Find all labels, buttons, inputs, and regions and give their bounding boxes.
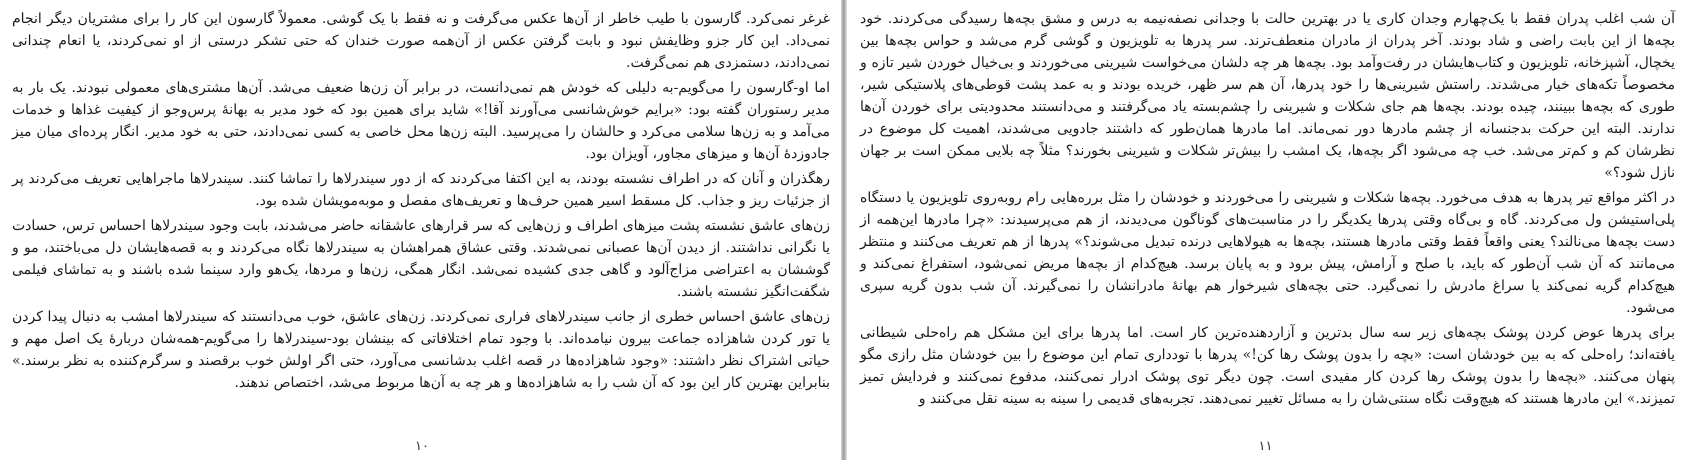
right-page-number: ۱۱ <box>1258 439 1273 454</box>
left-paragraph-2: اما او-گارسون را می‌گویم-به دلیلی که خودش هم نمی‌دانست، در برابر آن زن‌ها ضعیف می‌شد. آن‌ها مشتری‌های معمولی نبودند. یک بار به مدیر رستوران گفته بود: «برایم خوش‌شانسی می‌آورند آقا!» شاید برای همین بود که خود مدیر به بهانهٔ پرس‌وجو از کیفیت غذاها و خدمات می‌آمد و به زن‌ها سلامی می‌کرد و حالشان را می‌پرسید. البته زن‌ها محل خاصی به کسی نمی‌دادند، حتی به خود مدیر. انگار پرده‌ای میان میز جادوزدهٔ آن‌ها و میزهای مجاور، آویزان بود. <box>12 80 830 162</box>
left-paragraph-5: زن‌های عاشق احساس خطری از جانب سیندرلاهای فراری نمی‌کردند. زن‌های عاشق، خوب می‌دانستند که سیندرلاها امشب به دنبال پیدا کردن یا تور کردن شاهزاده جماعت بیرون نیامده‌اند. با وجود تمام اختلافاتی که بینشان بود-سیندرلاها را می‌گویم-همه‌شان دربارهٔ یک اصل مهم و حیاتی اشتراک نظر داشتند: «وجود شاهزاده‌ها در قصه اغلب بدشانسی می‌آورد، حتی اگر اولش خوب برقصند و سرگرم‌کننده به نظر برسند.» بنابراین بهترین کار این بود که آن شب را به شاهزاده‌ها و هر چه به آن‌ها مربوط می‌شد، اختصاص ندهند. <box>12 309 830 391</box>
left-paragraph-4: زن‌های عاشق نشسته پشت میزهای اطراف و زن‌هایی که سر قرارهای عاشقانه حاضر می‌شدند، بابت وجود سیندرلاها احساس ترس، حسادت یا نگرانی نداشتند. از دیدن آن‌ها عصبانی نمی‌شدند. وقتی عشاق همراهشان به سیندرلاها نگاه می‌کردند و به قصه‌هایشان دل می‌باختند، مو و گوششان به اعتراضی مزاج‌آلود و گاهی جدی کشیده نمی‌شد. انگار همگی، زن‌ها و مردها، یک‌هو وارد سینما شده باشند و به تماشای فیلمی شگفت‌انگیز نشسته باشند. <box>12 218 830 300</box>
right-paragraph-1: آن شب اغلب پدران فقط با یک‌چهارم وجدان کاری یا در بهترین حالت با وجدانی نصفه‌نیمه به درس و مشق بچه‌ها رسیدگی می‌کردند. خود بچه‌ها از این بابت راضی و شاد بودند. آخر پدران از مادران منعطف‌ترند. سر پدرها به تلویزیون و گوشی گرم می‌شد و حواس بچه‌ها بین یخچال، آشپزخانه، تلویزیون و کتاب‌هایشان در رفت‌وآمد بود. بچه‌ها هر چه دلشان می‌خواست شیرینی می‌خوردند و بی‌خیال خوردن شیر تازه و مخصوصاً تکه‌های خیار می‌شدند. راستش شیرینی‌ها را خود پدرها، آن هم سر ظهر، خریده بودند و به عمد پشت قوطی‌های پلاستیکی شیر، طوری که بچه‌ها ببینند، چیده بودند. بچه‌ها هم جای شکلات و شیرینی را چشم‌بسته یاد می‌گرفتند و می‌دانستند محدودیتی برای خوردن آن‌ها ندارند. البته این حرکت بدجنسانه از چشم مادرها دور نمی‌ماند. اما مادرها همان‌طور که داشتند جادویی می‌شدند، اهمیت کل موضوع در نظرشان کم و کم‌تر می‌شد. خب چه می‌شود اگر بچه‌ها، یک امشب را بیش‌تر شکلات و شیرینی بخورند؟ مثلاً چه بلایی ممکن است بر جهان نازل شود؟» <box>860 11 1675 181</box>
right-paragraph-3: برای پدرها عوض کردن پوشک بچه‌های زیر سه سال بدترین و آزاردهنده‌ترین کار است. اما پدرها برای این مشکل هم راه‌حلی شیطانی یافته‌اند؛ راه‌حلی که به بین خودشان است: «بچه را بدون پوشک رها کن!» پدرها با تودداری تمام این موضوع را بین خودشان مثل رازی مگو پنهان می‌کنند. «بچه‌ها را بدون پوشک رها کردن کار مفیدی است. چون دیگر توی پوشک ادرار نمی‌کنند، مدفوع نمی‌کنند و فردایش تمیز تمیزند.» این مادرها هستند که هیچ‌وقت نگاه سنتی‌شان را به مسائل تغییر نمی‌دهند. تجربه‌های قدیمی را سینه به سینه نقل می‌کنند و <box>860 325 1675 407</box>
right-page <box>844 0 1687 460</box>
left-paragraph-1: غرغر نمی‌کرد. گارسون با طیب خاطر از آن‌ها عکس می‌گرفت و نه فقط با یک گوشی. معمولاً گارسون این کار را برای مشتریان دیگر انجام نمی‌داد. این کار جزو وظایفش نبود و بابت گرفتن عکس از آن‌همه صورت خندان که حتی تشکر درستی از او نمی‌کردند، یا انعام چندانی نمی‌دادند، دستمزدی هم نمی‌گرفت. <box>12 11 830 71</box>
right-paragraph-2: در اکثر مواقع تیر پدرها به هدف می‌خورد. بچه‌ها شکلات و شیرینی را می‌خوردند و خودشان را مثل برره‌هایی رام روبه‌روی تلویزیون یا دستگاه پلی‌استیشن ول می‌کردند. گاه و بی‌گاه وقتی پدرها یکدیگر را در مناسبت‌های گوناگون می‌دیدند، از هم می‌پرسیدند: «چرا مادرها این‌همه از دست بچه‌ها می‌نالند؟ یعنی واقعاً فقط وقتی مادرها هستند، بچه‌ها به هیولاهایی درنده تبدیل می‌شوند؟» پدرها از هم تعریف می‌کنند و منتظر می‌مانند که آن شب آن‌طور که باید، با صلح و آرامش، پیش برود و به پایان برسد. هیچ‌کدام از بچه‌ها مریض نمی‌شود، استفراغ نمی‌کند و هیچ‌کدام گریه نمی‌کند یا سراغ مادرش را نمی‌گیرد. حتی بچه‌های شیرخوار هم بهانهٔ مادرانشان را نمی‌گیرند. آن شب بدون گریه سپری می‌شود. <box>860 190 1675 316</box>
left-page-number: ۱۰ <box>415 439 429 454</box>
left-paragraph-3: رهگذران و آنان که در اطراف نشسته بودند، به این اکتفا می‌کردند که از دور سیندرلاها را تماشا کنند. سیندرلاها ماجراهایی تعریف می‌کردند پر از جزئیات ریز و جذاب. کل مسقط اسیر همین حرف‌ها و تعریف‌های مفصل و موبه‌مویشان شده بود. <box>12 171 830 209</box>
book-gutter <box>841 0 847 460</box>
